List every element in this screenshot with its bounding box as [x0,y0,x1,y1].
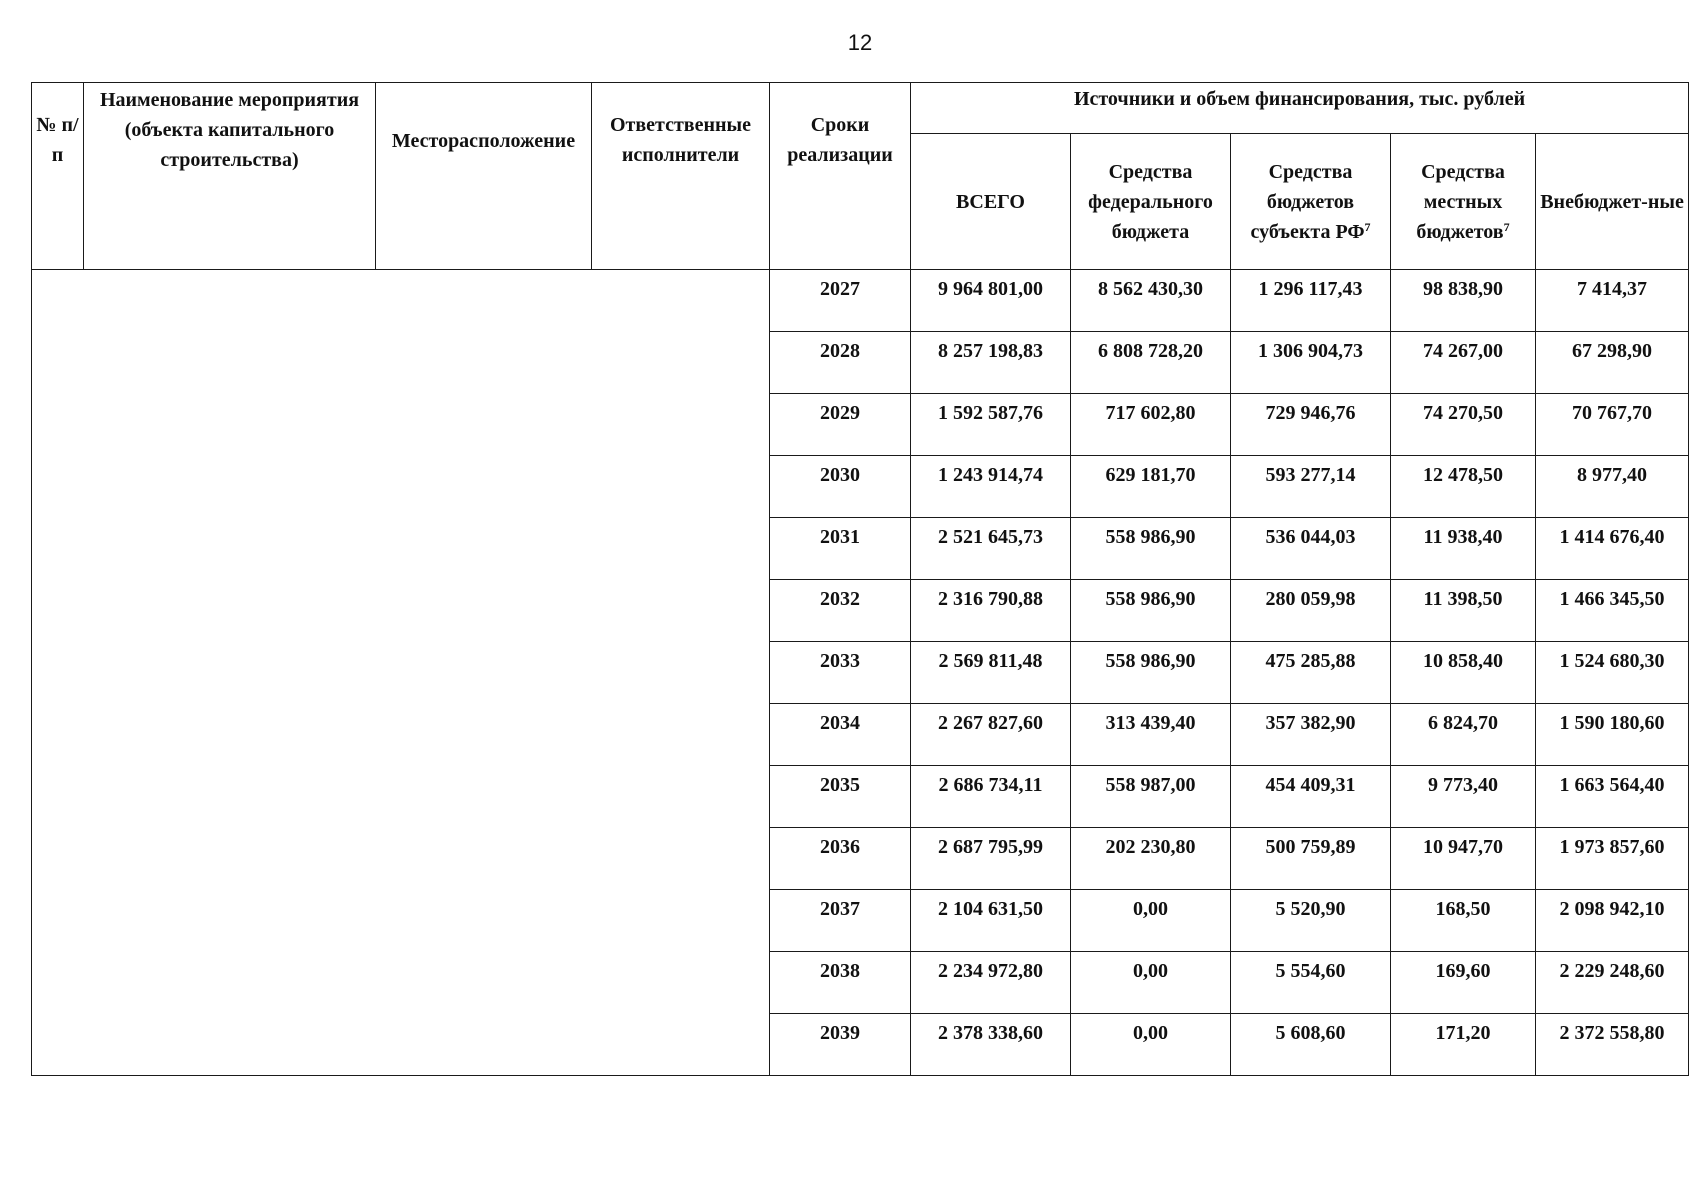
cell-federal: 202 230,80 [1071,828,1231,890]
cell-year: 2036 [770,828,911,890]
cell-year: 2037 [770,890,911,952]
cell-total: 1 243 914,74 [911,456,1071,518]
cell-year: 2034 [770,704,911,766]
cell-total: 2 378 338,60 [911,1014,1071,1076]
cell-extrabudgetary: 1 414 676,40 [1536,518,1689,580]
cell-year: 2028 [770,332,911,394]
cell-local: 12 478,50 [1391,456,1536,518]
table-body [32,270,1689,1076]
cell-extrabudgetary: 8 977,40 [1536,456,1689,518]
cell-local: 171,20 [1391,1014,1536,1076]
cell-total: 2 267 827,60 [911,704,1071,766]
cell-federal: 558 987,00 [1071,766,1231,828]
cell-local: 11 398,50 [1391,580,1536,642]
cell-federal: 8 562 430,30 [1071,270,1231,332]
cell-total: 2 104 631,50 [911,890,1071,952]
cell-total: 1 592 587,76 [911,394,1071,456]
cell-extrabudgetary: 2 229 248,60 [1536,952,1689,1014]
cell-local: 10 947,70 [1391,828,1536,890]
cell-federal: 0,00 [1071,952,1231,1014]
cell-local: 169,60 [1391,952,1536,1014]
column-header-total: ВСЕГО [911,134,1071,270]
footnote-mark: 7 [1364,219,1371,234]
footnote-mark: 7 [1503,219,1510,234]
cell-year: 2039 [770,1014,911,1076]
cell-federal: 558 986,90 [1071,518,1231,580]
column-header-federal: Средства федерального бюджета [1071,134,1231,270]
cell-subject: 5 520,90 [1231,890,1391,952]
cell-federal: 0,00 [1071,1014,1231,1076]
cell-federal: 313 439,40 [1071,704,1231,766]
cell-total: 2 234 972,80 [911,952,1071,1014]
merged-empty-cell [32,270,770,1076]
cell-year: 2035 [770,766,911,828]
cell-year: 2038 [770,952,911,1014]
cell-extrabudgetary: 1 973 857,60 [1536,828,1689,890]
cell-year: 2032 [770,580,911,642]
column-header-location: Месторасположение [376,83,592,270]
cell-subject: 357 382,90 [1231,704,1391,766]
cell-year: 2031 [770,518,911,580]
cell-total: 2 521 645,73 [911,518,1071,580]
cell-extrabudgetary: 7 414,37 [1536,270,1689,332]
cell-local: 98 838,90 [1391,270,1536,332]
cell-total: 8 257 198,83 [911,332,1071,394]
column-header-number: № п/п [32,83,84,270]
column-header-subject [1231,134,1391,270]
cell-subject: 1 306 904,73 [1231,332,1391,394]
cell-local: 9 773,40 [1391,766,1536,828]
column-header-local [1391,134,1536,270]
cell-subject: 500 759,89 [1231,828,1391,890]
cell-federal: 6 808 728,20 [1071,332,1231,394]
column-header-responsible: Ответственные исполнители [592,83,770,270]
cell-extrabudgetary: 67 298,90 [1536,332,1689,394]
cell-subject: 729 946,76 [1231,394,1391,456]
cell-total: 2 316 790,88 [911,580,1071,642]
cell-total: 2 686 734,11 [911,766,1071,828]
cell-subject: 475 285,88 [1231,642,1391,704]
cell-subject: 593 277,14 [1231,456,1391,518]
cell-extrabudgetary: 1 524 680,30 [1536,642,1689,704]
table-row [32,270,1689,332]
cell-subject: 1 296 117,43 [1231,270,1391,332]
cell-local: 168,50 [1391,890,1536,952]
cell-subject: 5 608,60 [1231,1014,1391,1076]
cell-total: 2 687 795,99 [911,828,1071,890]
cell-extrabudgetary: 2 372 558,80 [1536,1014,1689,1076]
cell-extrabudgetary: 1 590 180,60 [1536,704,1689,766]
column-header-subject-label: Средства бюджетов субъекта РФ [1250,160,1365,243]
cell-year: 2027 [770,270,911,332]
cell-year: 2033 [770,642,911,704]
cell-extrabudgetary: 1 466 345,50 [1536,580,1689,642]
cell-subject: 280 059,98 [1231,580,1391,642]
cell-extrabudgetary: 2 098 942,10 [1536,890,1689,952]
cell-subject: 454 409,31 [1231,766,1391,828]
column-header-extrabudgetary: Внебюджет-ные [1536,134,1689,270]
cell-total: 2 569 811,48 [911,642,1071,704]
column-header-name: Наименование мероприятия (объекта капитального строительства) [84,83,376,270]
financing-table [31,82,1689,1076]
cell-local: 10 858,40 [1391,642,1536,704]
cell-federal: 717 602,80 [1071,394,1231,456]
cell-subject: 536 044,03 [1231,518,1391,580]
cell-local: 6 824,70 [1391,704,1536,766]
cell-year: 2029 [770,394,911,456]
page-number: 12 [847,30,873,55]
cell-year: 2030 [770,456,911,518]
header-row-top [32,83,1689,134]
cell-federal: 558 986,90 [1071,580,1231,642]
cell-extrabudgetary: 1 663 564,40 [1536,766,1689,828]
cell-federal: 0,00 [1071,890,1231,952]
cell-federal: 629 181,70 [1071,456,1231,518]
column-header-sources: Источники и объем финансирования, тыс. рублей [911,83,1689,134]
cell-federal: 558 986,90 [1071,642,1231,704]
cell-local: 11 938,40 [1391,518,1536,580]
cell-total: 9 964 801,00 [911,270,1071,332]
cell-local: 74 267,00 [1391,332,1536,394]
cell-extrabudgetary: 70 767,70 [1536,394,1689,456]
column-header-terms: Сроки реализации [770,83,911,270]
cell-subject: 5 554,60 [1231,952,1391,1014]
column-header-local-label: Средства местных бюджетов [1416,160,1505,243]
cell-local: 74 270,50 [1391,394,1536,456]
